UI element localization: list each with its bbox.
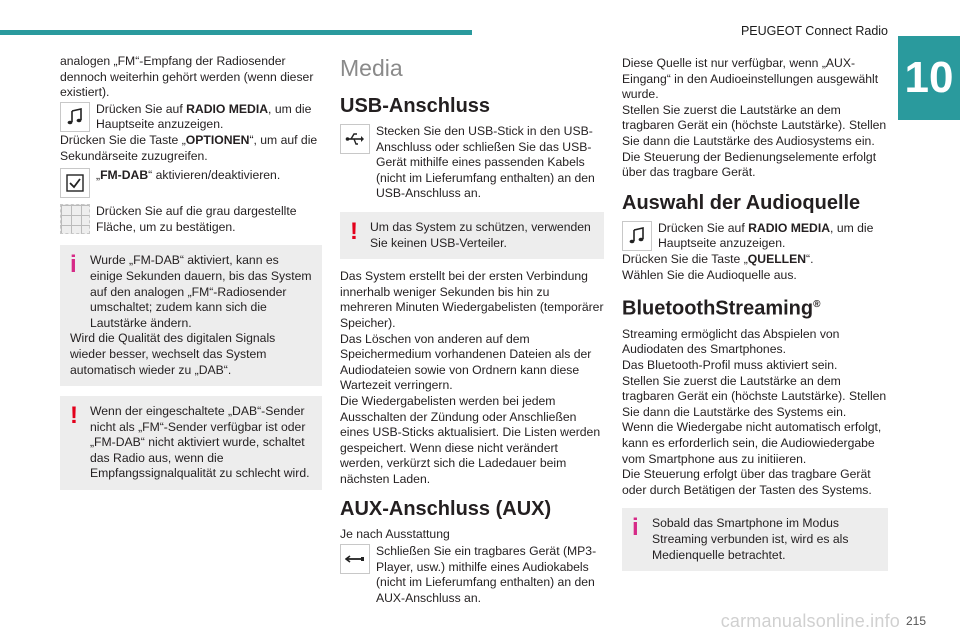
- step-radio-media: [622, 221, 888, 252]
- music-note-icon: [622, 221, 652, 251]
- usb-icon: [340, 124, 370, 154]
- step-text: Schließen Sie ein tragbares Gerät (MP3-Player, usw.) mithilfe eines Audiokabels (nicht im Lieferumfang enthalten) an den AUX-Anschluss an.: [376, 544, 597, 605]
- info-icon: i: [70, 251, 77, 279]
- note-text: Wird die Qualität des digitalen Signals wieder besser, wechselt das System automatisch wieder zu „DAB“.: [70, 331, 276, 377]
- step-confirm: [60, 204, 322, 235]
- paragraph: Diese Quelle ist nur verfügbar, wenn „AUX-Eingang“ in den Audioeinstellungen ausgewählt wurde.: [622, 56, 879, 102]
- paragraph: Streaming ermöglicht das Abspielen von Audiodaten des Smartphones. Das Bluetooth-Profil muss aktiviert sein. Stellen Sie zuerst die Lautstärke an dem tragbaren Gerät ein (höchste Lautstärke). Stellen Sie dann die Lautstärke des Systems ein. Wenn die Wiedergabe nicht automatisch erfolgt, kann es erforderlich sein, die Audiowiedergabe vom Smartphone aus zu initiieren. Die Steuerung erfolgt über das tragbare Gerät oder durch Betätigen der Tasten des Systems.: [622, 326, 887, 497]
- page-number: 215: [905, 614, 926, 628]
- watermark: carmanualsonline.info: [720, 611, 900, 631]
- aux-cable-icon: [340, 544, 370, 574]
- paragraph: Wählen Sie die Audioquelle aus.: [622, 267, 797, 282]
- step-text: Stecken Sie den USB-Stick in den USB-Anschluss oder schließen Sie das USB-Gerät mithilfe eines passenden Kabels (nicht im Lieferumfang enthalten) an den USB-Anschluss an.: [376, 124, 595, 201]
- paragraph: Das Löschen von anderen auf dem Speichermedium vorhandenen Dateien als der Audiodateien sowie von Ordnern kann diese Wartezeit verringern.: [340, 331, 592, 393]
- warning-note: [340, 212, 604, 259]
- paragraph: Je nach Ausstattung: [340, 527, 450, 542]
- step-fm-dab: [60, 168, 322, 198]
- heading-audio-source: Auswahl der Audioquelle: [622, 191, 861, 214]
- chapter-tab: 10: [898, 36, 960, 120]
- header-title: PEUGEOT Connect Radio: [740, 24, 888, 38]
- paragraph: analogen „FM“-Empfang der Radiosender dennoch weiterhin gehört werden (wenn dieser existiert).: [60, 54, 314, 100]
- section-title: Media: [340, 55, 403, 81]
- note-text: Wurde „FM-DAB“ aktiviert, kann es einige Sekunden dauern, bis das System auf den analogen „FM“-Radiosender umschaltet; zudem kann sich die Lautstärke ändern.: [90, 253, 312, 330]
- heading-usb: USB-Anschluss: [340, 95, 491, 117]
- step-text: Drücken Sie auf die grau dargestellte Fläche, um zu bestätigen.: [96, 204, 297, 234]
- paragraph: Drücken Sie die Taste „OPTIONEN“, um auf die Sekundärseite zuzugreifen.: [60, 132, 318, 163]
- warning-note: [60, 396, 322, 490]
- registered-mark: ®: [813, 299, 821, 311]
- step-text: Drücken Sie auf RADIO MEDIA, um die Hauptseite anzuzeigen.: [658, 220, 874, 251]
- paragraph: Die Steuerung der Bedienungselemente erfolgt über das tragbare Gerät.: [622, 149, 877, 180]
- note-text: Wenn der eingeschaltete „DAB“-Sender nicht als „FM“-Sender verfügbar ist oder „FM-DAB“ nicht aktiviert wurde, schaltet das Radio aus, wenn die Empfangssignalqualität zu schlecht wird.: [90, 404, 310, 481]
- info-icon: i: [632, 514, 639, 542]
- paragraph: Das System erstellt bei der ersten Verbindung innerhalb weniger Sekunden bis hin zu mehreren Minuten Wiedergabelisten (temporärer Speicher).: [340, 269, 604, 330]
- step-text: „FM-DAB“ aktivieren/deaktivieren.: [96, 168, 281, 183]
- heading-bluetooth: [622, 293, 888, 321]
- music-note-icon: [60, 102, 90, 132]
- grey-area-icon: [60, 204, 90, 234]
- heading-text: BluetoothStreaming: [622, 297, 814, 320]
- warning-icon: !: [350, 217, 358, 245]
- step-aux: [340, 544, 604, 606]
- note-text: Um das System zu schützen, verwenden Sie keinen USB-Verteiler.: [370, 219, 591, 250]
- checkbox-icon: [60, 168, 90, 198]
- note-text: Sobald das Smartphone im Modus Streaming verbunden ist, wird es als Medienquelle betrachtet.: [652, 516, 849, 562]
- step-usb: [340, 124, 604, 202]
- info-note: [622, 508, 888, 571]
- paragraph: Stellen Sie zuerst die Lautstärke an dem tragbaren Gerät ein (höchste Lautstärke). Stellen Sie dann die Lautstärke des Audiosystems ein.: [622, 102, 887, 148]
- step-radio-media: [60, 102, 322, 133]
- heading-aux: AUX-Anschluss (AUX): [340, 498, 552, 521]
- info-note: [60, 245, 322, 386]
- column-2: [340, 54, 604, 606]
- top-accent-bar: [0, 30, 472, 35]
- paragraph: Die Wiedergabelisten werden bei jedem Ausschalten der Zündung oder Anschließen eines USB-Sticks aktualisiert. Die Listen werden gespeichert. Wenn diese nicht verändert werden, verkürzt sich die Ladedauer beim nächsten Laden.: [340, 393, 601, 486]
- warning-icon: !: [70, 402, 78, 430]
- column-1: [60, 54, 322, 490]
- paragraph: Drücken Sie die Taste „QUELLEN“.: [622, 251, 814, 266]
- step-text: Drücken Sie auf RADIO MEDIA, um die Hauptseite anzuzeigen.: [96, 101, 312, 132]
- column-3: [622, 56, 888, 571]
